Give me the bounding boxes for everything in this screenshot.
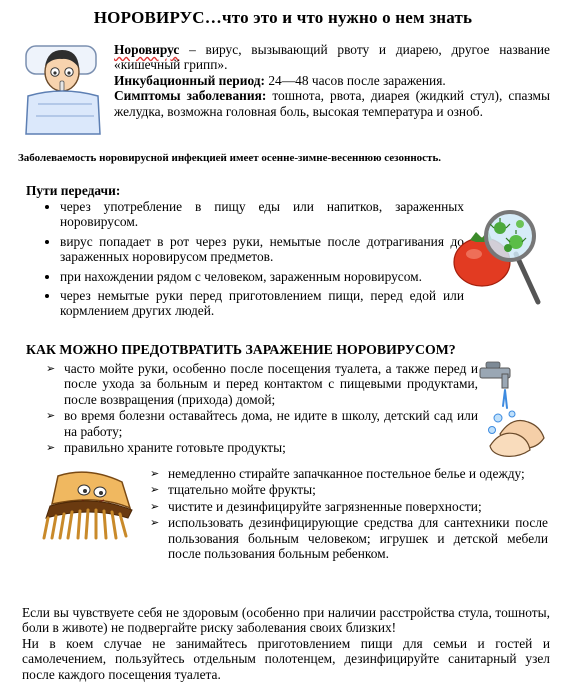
norovirus-definition: Норовирус – вирус, вызывающий рвоту и диарею, другое название «кишечный грипп». bbox=[114, 42, 550, 73]
page-title: НОРОВИРУС…что это и что нужно о нем знать bbox=[93, 8, 473, 27]
symptoms: Симптомы заболевания: тошнота, рвота, диарея (жидкий стул), спазмы желудка, возможна головная боль, высокая температура и озноб. bbox=[114, 88, 550, 119]
list-item: ➢ во время болезни оставайтесь дома, не идите в школу, детский сад или на работу; bbox=[46, 408, 478, 439]
handwashing-faucet-icon bbox=[470, 360, 550, 460]
list-item: • через немытые руки перед приготовлением пищи, перед едой или кормлением других людей. bbox=[60, 288, 464, 319]
list-item: • при нахождении рядом с человеком, зараженным норовирусом. bbox=[60, 269, 464, 284]
list-item: ➢ использовать дезинфицирующие средства для сантехники после пользования больным человеком; игрушек и детской мебели после пользования больным ребенком. bbox=[150, 515, 548, 561]
closing-advice: Ни в коем случае не занимайтесь приготовлением пищи для семьи и гостей и самолечением, пользуйтесь отдельным полотенцем, дезинфицируйте санитарный узел после каждого посещения туалета. bbox=[22, 635, 550, 682]
scrub-brush-icon bbox=[38, 464, 138, 546]
routes-list bbox=[38, 199, 464, 323]
prevention-title: КАК МОЖНО ПРЕДОТВРАТИТЬ ЗАРАЖЕНИЕ НОРОВИРУСОМ? bbox=[26, 342, 456, 357]
seasonality-note: Заболеваемость норовирусной инфекцией имеет осенне-зимне-весеннюю сезонность. bbox=[18, 152, 442, 164]
prevention-list-b bbox=[150, 466, 548, 562]
closing-block bbox=[22, 605, 550, 682]
list-item: • через употребление в пищу еды или напитков, зараженных норовирусом. bbox=[60, 199, 464, 230]
list-item: ➢ чистите и дезинфицируйте загрязненные поверхности; bbox=[150, 499, 548, 514]
intro-block bbox=[114, 42, 550, 119]
prevention-list-a bbox=[46, 361, 478, 456]
closing-warning: Если вы чувствуете себя не здоровым (особенно при наличии расстройства стула, тошноты, боли в животе) не подвергайте риску заболевания своих близких! bbox=[22, 605, 550, 636]
list-item: ➢ тщательно мойте фрукты; bbox=[150, 482, 548, 497]
list-item: ➢ немедленно стирайте запачканное постельное белье и одежду; bbox=[150, 466, 548, 481]
sick-person-icon bbox=[22, 38, 104, 138]
tomato-magnifier-icon bbox=[450, 202, 546, 308]
norovirus-term: Норовирус bbox=[114, 42, 180, 57]
list-item: ➢ часто мойте руки, особенно после посещения туалета, а также перед и после ухода за больным и перед контактом с пищевыми продуктами, после возвращения (прихода) домой; bbox=[46, 361, 478, 407]
list-item: ➢ правильно храните готовьте продукты; bbox=[46, 440, 478, 455]
list-item: • вирус попадает в рот через руки, немытые после дотрагивания до зараженных норовирусом предметов. bbox=[60, 234, 464, 265]
incubation-period: Инкубационный период: 24—48 часов после заражения. bbox=[114, 72, 446, 88]
routes-title: Пути передачи: bbox=[26, 183, 121, 198]
